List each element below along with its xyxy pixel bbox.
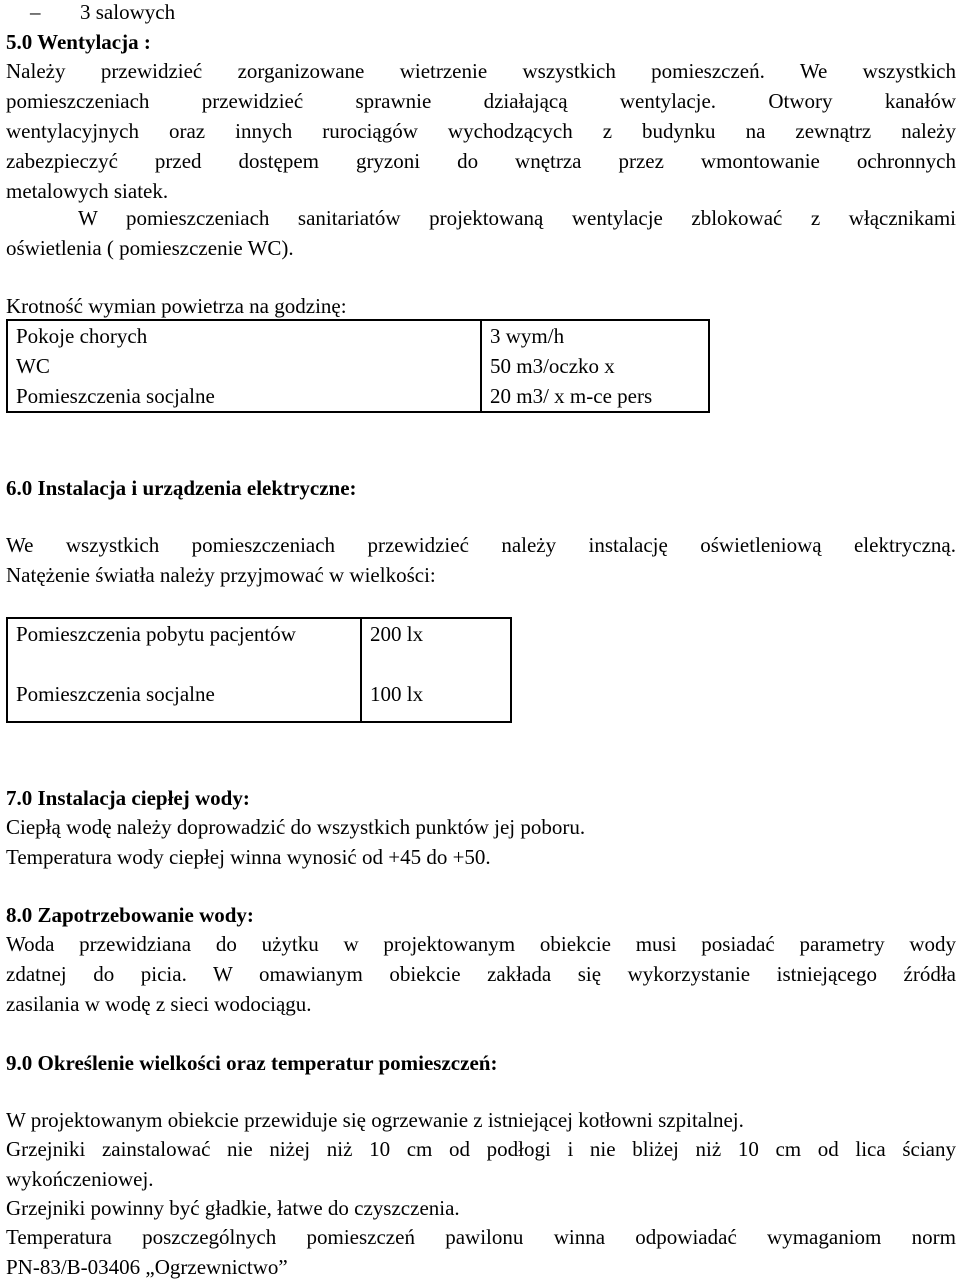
text-line: PN-83/B-03406 „Ogrzewnictwo”	[6, 1255, 288, 1279]
section-8-paragraph	[6, 929, 956, 1019]
text-line: zdatnej do picia. W omawianym obiekcie zakłada się wykorzystanie istniejącego źródła	[6, 962, 956, 986]
text-line: Ciepłą wodę należy doprowadzić do wszystkich punktów jej poboru.	[6, 815, 586, 839]
section-9-heading: 9.0 Określenie wielkości oraz temperatur pomieszczeń:	[6, 1051, 498, 1075]
text-line: Temperatura poszczególnych pomieszczeń pawilonu winna odpowiadać wymaganiom norm	[6, 1225, 956, 1249]
section-9-line-3: Grzejniki powinny być gładkie, łatwe do czyszczenia.	[6, 1196, 460, 1220]
table-cell-room: Pomieszczenia socjalne	[7, 679, 361, 722]
text-line: Natężenie światła należy przyjmować w wielkości:	[6, 563, 436, 587]
text-line: oświetlenia ( pomieszczenie WC).	[6, 236, 294, 260]
text-line: Woda przewidziana do użytku w projektowanym obiekcie musi posiadać parametry wody	[6, 932, 956, 956]
table-row	[7, 618, 511, 679]
section-5-paragraph-1	[6, 56, 956, 206]
table-row	[7, 381, 709, 412]
list-dash: –	[30, 0, 41, 24]
table-cell-room: Pomieszczenia pobytu pacjentów	[7, 618, 361, 679]
table-row	[7, 351, 709, 381]
table-cell-value: 200 lx	[361, 618, 511, 679]
text-line: Należy przewidzieć zorganizowane wietrzenie wszystkich pomieszczeń. We wszystkich	[6, 59, 956, 83]
section-9-paragraph-2	[6, 1134, 956, 1194]
table-row	[7, 320, 709, 351]
table-row	[7, 679, 511, 722]
section-5-heading: 5.0 Wentylacja :	[6, 30, 151, 54]
text-line: zasilania w wodę z sieci wodociągu.	[6, 992, 312, 1016]
section-6-heading: 6.0 Instalacja i urządzenia elektryczne:	[6, 476, 357, 500]
section-6-paragraph	[6, 530, 956, 590]
section-7-text	[6, 812, 956, 872]
table-cell-value: 3 wym/h	[481, 320, 709, 351]
ventilation-table-caption: Krotność wymian powietrza na godzinę:	[6, 294, 347, 318]
section-8-heading: 8.0 Zapotrzebowanie wody:	[6, 903, 254, 927]
table-cell-value: 20 m3/ x m-ce pers	[481, 381, 709, 412]
section-5-paragraph-2	[6, 203, 956, 263]
lighting-table	[6, 617, 512, 723]
table-cell-room: WC	[7, 351, 481, 381]
text-line: Temperatura wody ciepłej winna wynosić od +45 do +50.	[6, 845, 491, 869]
table-cell-value: 50 m3/oczko x	[481, 351, 709, 381]
table-cell-room: Pomieszczenia socjalne	[7, 381, 481, 412]
list-item-text: 3 salowych	[80, 0, 176, 24]
table-cell-room: Pokoje chorych	[7, 320, 481, 351]
text-line: W pomieszczeniach sanitariatów projektowaną wentylacje zblokować z włącznikami	[78, 206, 956, 230]
text-line: wykończeniowej.	[6, 1167, 154, 1191]
text-line: metalowych siatek.	[6, 179, 169, 203]
text-line: Grzejniki zainstalować nie niżej niż 10 cm od podłogi i nie bliżej niż 10 cm od lica ściany	[6, 1137, 956, 1161]
section-7-heading: 7.0 Instalacja ciepłej wody:	[6, 786, 250, 810]
table-cell-value: 100 lx	[361, 679, 511, 722]
text-line: pomieszczeniach przewidzieć sprawnie działającą wentylacje. Otwory kanałów	[6, 89, 956, 113]
text-line: zabezpieczyć przed dostępem gryzoni do wnętrza przez wmontowanie ochronnych	[6, 149, 956, 173]
section-9-paragraph-4	[6, 1222, 956, 1282]
ventilation-table	[6, 319, 710, 413]
section-9-line-1: W projektowanym obiekcie przewiduje się ogrzewanie z istniejącej kotłowni szpitalnej.	[6, 1108, 744, 1132]
text-line: wentylacyjnych oraz innych rurociągów wychodzących z budynku na zewnątrz należy	[6, 119, 956, 143]
text-line: We wszystkich pomieszczeniach przewidzieć należy instalację oświetleniową elektryczną.	[6, 533, 956, 557]
